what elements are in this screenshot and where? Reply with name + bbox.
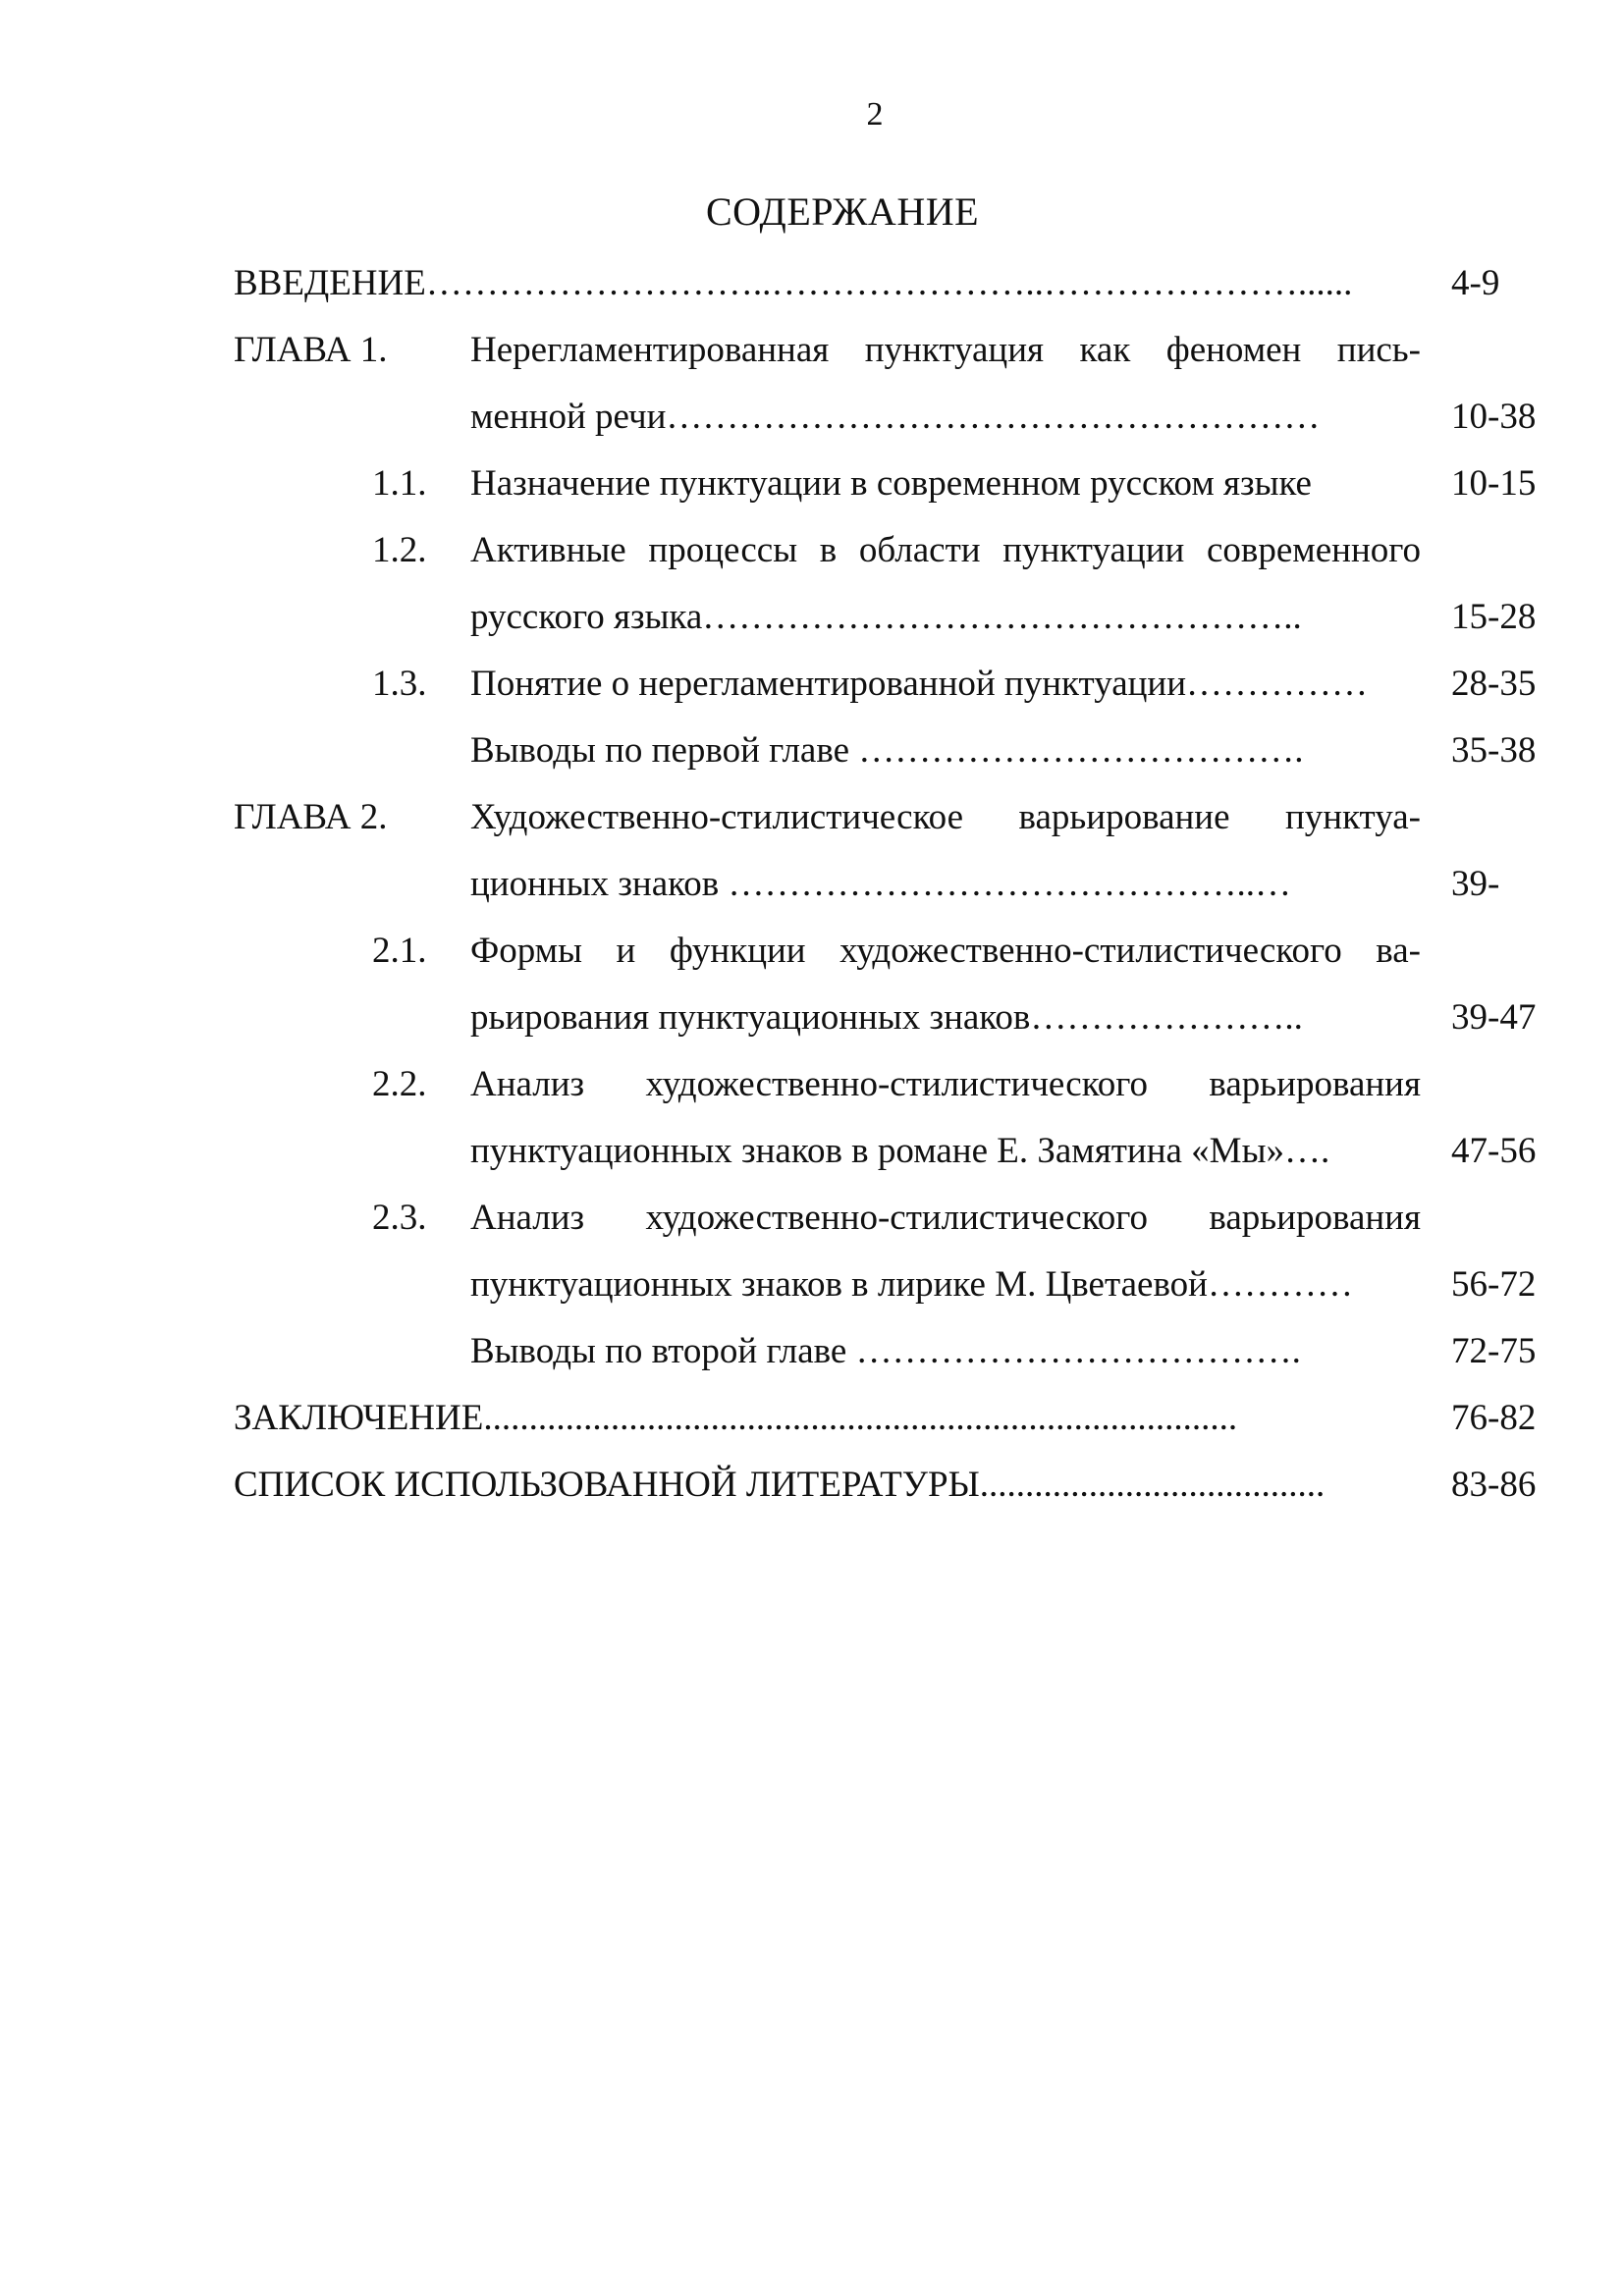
toc-entry-text: ВВЕДЕНИЕ………………………..…………………..…………………...... bbox=[234, 263, 1353, 303]
toc-chapter-label: ГЛАВА 1. bbox=[234, 330, 388, 370]
toc-section-number: 2.3. bbox=[372, 1198, 427, 1238]
toc-entry-text-line-2: пунктуационных знаков в лирике М. Цветаевой………… bbox=[470, 1264, 1353, 1305]
toc-entry-text: СПИСОК ИСПОЛЬЗОВАННОЙ ЛИТЕРАТУРЫ...................................... bbox=[234, 1465, 1326, 1505]
toc-section-number: 1.3. bbox=[372, 664, 427, 704]
toc-entry-text-line-1: Формы и функции художественно-стилистического ва- bbox=[470, 931, 1421, 971]
toc-entry-text-line-1: Художественно-стилистическое варьирование пунктуа- bbox=[470, 797, 1421, 837]
toc-entry-pages: 10-15 bbox=[1451, 463, 1537, 504]
toc-entry-pages: 10-38 bbox=[1451, 397, 1537, 437]
toc-entry-pages: 4-9 bbox=[1451, 263, 1500, 303]
toc-entry-pages: 39-47 bbox=[1451, 997, 1537, 1038]
toc-entry-pages: 15-28 bbox=[1451, 597, 1537, 637]
toc-section-number: 1.2. bbox=[372, 530, 427, 570]
toc-section-number: 1.1. bbox=[372, 463, 427, 504]
toc-entry-pages: 56-72 bbox=[1451, 1264, 1537, 1305]
toc-entry-text-line-1: Анализ художественно-стилистического варьирования bbox=[470, 1064, 1421, 1104]
toc-section-number: 2.2. bbox=[372, 1064, 427, 1104]
toc-entry-pages: 76-82 bbox=[1451, 1398, 1537, 1438]
toc-entry-pages: 28-35 bbox=[1451, 664, 1537, 704]
toc-entry-pages: 39- bbox=[1451, 864, 1500, 904]
toc-entry-pages: 83-86 bbox=[1451, 1465, 1537, 1505]
toc-entry-text: ЗАКЛЮЧЕНИЕ................................................................................... bbox=[234, 1398, 1238, 1438]
toc-entry-pages: 47-56 bbox=[1451, 1131, 1537, 1171]
toc-entry-text-line-2: пунктуационных знаков в романе Е. Замятина «Мы»…. bbox=[470, 1131, 1330, 1171]
toc-entry-text-line-2: русского языка………………………………………….. bbox=[470, 597, 1302, 637]
toc-entry-text-line-2: менной речи……………………………………………… bbox=[470, 397, 1321, 437]
toc-entry-pages: 72-75 bbox=[1451, 1331, 1537, 1371]
toc-section-number: 2.1. bbox=[372, 931, 427, 971]
toc-entry-text-line-2: ционных знаков ……………………………………..… bbox=[470, 864, 1291, 904]
toc-entry-text-line-1: Нерегламентированная пунктуация как феномен пись- bbox=[470, 330, 1421, 370]
toc-title: СОДЕРЖАНИЕ bbox=[705, 189, 980, 234]
toc-entry-text-line-2: рьирования пунктуационных знаков………………….. bbox=[470, 997, 1303, 1038]
toc-entry-text: Выводы по второй главе ………………………………. bbox=[470, 1331, 1301, 1371]
toc-entry-text: Понятие о нерегламентированной пунктуации…………… bbox=[470, 664, 1369, 704]
toc-entry-text-line-1: Активные процессы в области пунктуации современного bbox=[470, 530, 1421, 570]
toc-chapter-label: ГЛАВА 2. bbox=[234, 797, 388, 837]
toc-entry-pages: 35-38 bbox=[1451, 730, 1537, 771]
page-number: 2 bbox=[866, 96, 884, 133]
toc-entry-text-line-1: Анализ художественно-стилистического варьирования bbox=[470, 1198, 1421, 1238]
toc-entry-text: Выводы по первой главе ………………………………. bbox=[470, 730, 1304, 771]
toc-entry-text: Назначение пунктуации в современном русском языке bbox=[470, 463, 1312, 504]
